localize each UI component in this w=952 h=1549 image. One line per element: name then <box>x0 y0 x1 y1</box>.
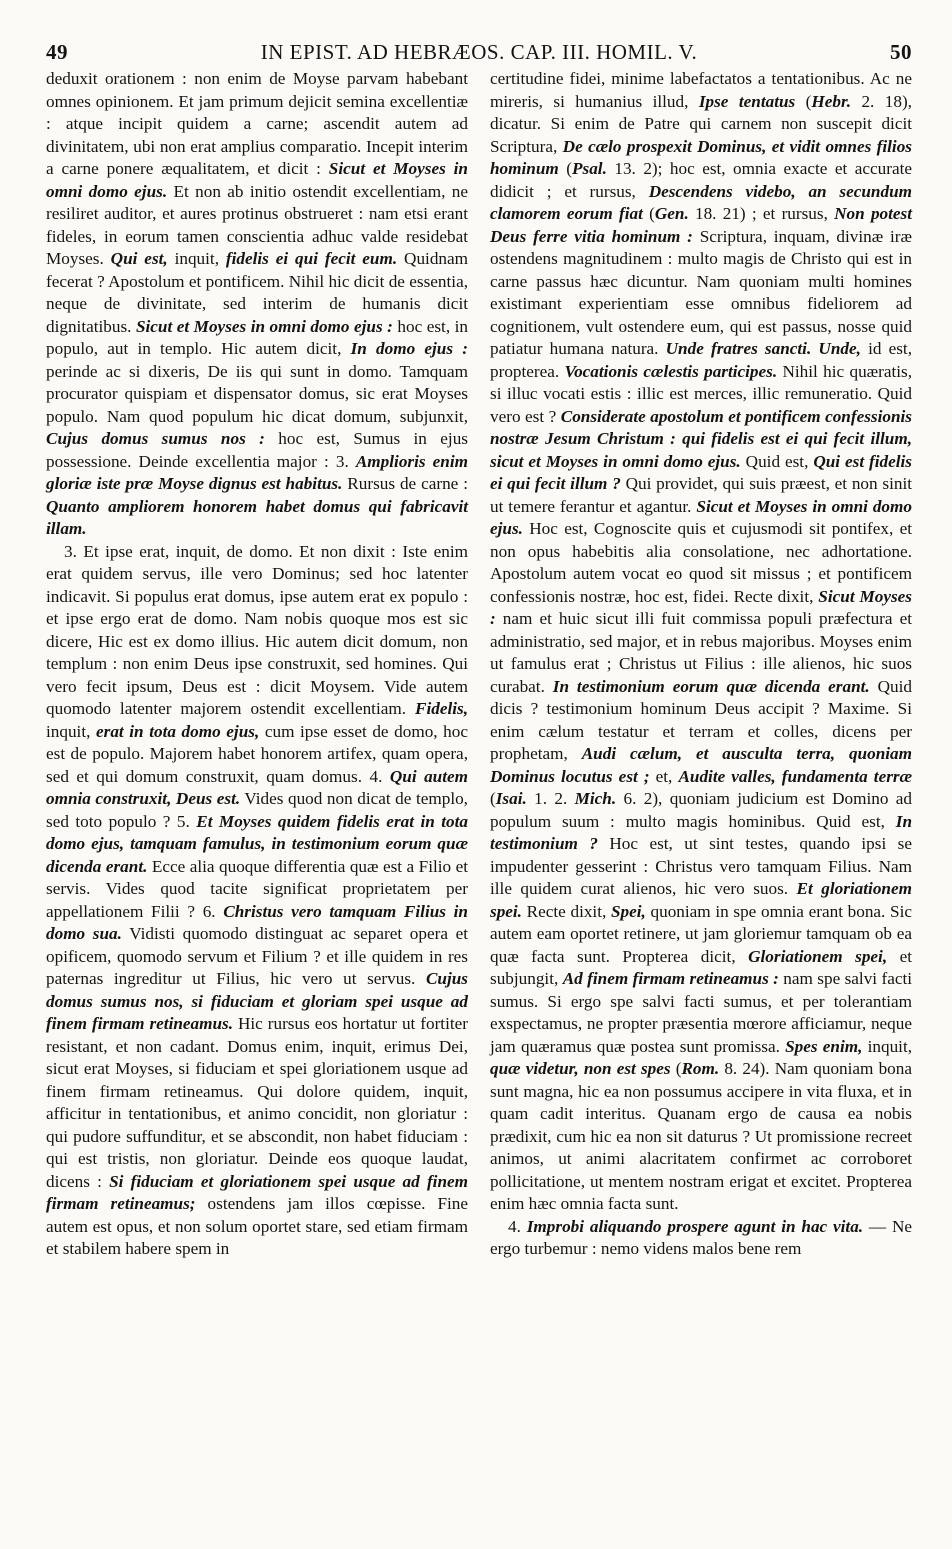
text-run: Quid est, <box>740 451 814 471</box>
text-columns <box>46 68 912 1261</box>
text-run: ( <box>670 1059 682 1078</box>
text-run: hoc est, Sumus in ejus possessione. Deinde excellentia major : 3. <box>46 429 468 471</box>
text-run: — Ne ergo turbemur : nemo videns malos bene rem <box>490 1216 913 1258</box>
italic-quotation: Ad finem firmam retineamus : <box>562 969 779 988</box>
text-run: 8. 24). Nam quoniam bona sunt magna, hic ea non possumus accipere in vita fluxa, et in quam cadit interitus. Quanam ergo de causa ea nobis prædixit, cum hic ea non sit daturus ? Ut promissione recreet animos, ut animi alacritatem confirmet ac corroboret pollicitatione, ut mentem nostram erigat et excitet. Propterea enim hæc omnia facta sunt. <box>490 1059 912 1213</box>
text-run: Recte dixit, <box>521 901 611 921</box>
text-run: 3. Et ipse erat, inquit, de domo. Et non dixit : Iste enim erat quidem servus, ille vero Dominus; sed hoc latenter indicavit. Si populus erat domus, ipse autem erat ex populo : et ipse ergo erat de domo. Nam nobis quoque mos est sic dicere, Hic est ex domo illius. Hic autem dicit domum, non templum : non enim Deus ipse construxit, sed homines. Qui vero fecit ipsum, Deus est : dicit Moysem. Vide autem quomodo latenter majorem ostendit excellentiam. <box>46 541 468 718</box>
paragraph <box>490 1216 912 1261</box>
text-run: 1. 2. <box>526 789 575 808</box>
text-run: Rursus de carne : <box>342 474 468 493</box>
text-run: Ecce alia quoque differentia quæ est a Filio et servis. Vides quod tacite significat proprietatem per appellationem Filii ? 6. <box>46 856 468 921</box>
italic-quotation: Fidelis, <box>415 699 468 718</box>
text-run: ( <box>558 159 573 178</box>
text-run: nam et huic sicut illi fuit commissa populi præfectura et administratio, sed major, et in rebus majoribus. Moyses enim ut famulus erat ; Christus ut Filius : ille alienos, hic suos curabat. <box>490 609 912 696</box>
text-run: 13. 2); hoc est, omnia exacte et accurate didicit ; et rursus, <box>490 159 912 201</box>
text-run: ( <box>795 91 812 111</box>
text-run: inquit, <box>167 249 226 268</box>
italic-quotation: Qui est, <box>110 249 168 268</box>
italic-quotation: Improbi aliquando prospere agunt in hac vita. <box>526 1216 864 1236</box>
italic-quotation: In testimonium ? <box>490 811 912 853</box>
right-column <box>490 68 912 1261</box>
italic-quotation: Psal. <box>572 159 607 178</box>
page-number-right: 50 <box>890 40 912 64</box>
italic-quotation: Quanto ampliorem honorem habet domus qui fabricavit illam. <box>46 496 468 538</box>
text-run: Nihil hic quæratis, si illuc vocati estis : illic est merces, illic remuneratio. Quid vero est ? <box>490 361 913 426</box>
text-run: 6. 2), quoniam judicium est Domino ad populum suum : multo magis hominibus. Quid est, <box>490 789 912 831</box>
text-run: 18. 21) ; et rursus, <box>688 204 835 223</box>
text-run: Vidisti quomodo distinguat ac separet opera et opificem, quomodo servum et Filium ? et ille quidem in res paternas ingreditur ut Filius, hic vero ut servus. <box>46 924 468 988</box>
italic-quotation: Sicut et Moyses in omni domo ejus : <box>135 316 393 336</box>
text-run: Hoc est, Cognoscite quis et cujusmodi sit pontifex, et non opus habebitis alia consolatione, nec adhortatione. Apostolum autem vocat eo quod sit missus ; et pontificem confessionis nostræ, hoc est, fidei. Recte dixit, <box>490 519 912 606</box>
text-run: Vides quod non dicat de templo, sed toto populo ? 5. <box>46 789 468 831</box>
italic-quotation: Gloriationem spei, <box>748 946 888 966</box>
text-run: ( <box>490 789 496 808</box>
italic-quotation: Cujus domus sumus nos : <box>46 429 265 448</box>
italic-quotation: Sicut Moyses : <box>490 586 912 628</box>
italic-quotation: Gen. <box>654 204 689 223</box>
text-run: ( <box>642 204 655 223</box>
italic-quotation: Qui est fidelis ei qui fecit illum ? <box>490 451 912 493</box>
italic-quotation: In domo ejus : <box>350 339 468 358</box>
text-run: Scriptura, inquam, divinæ iræ ostendens magnitudinem : multo magis de Christo qui est in carne passus hæc dicuntur. Nam quoniam multi homines existimant experientiam esse omnibus fideliorem ad cognitionem, vult ostendere eum, qui est passus, nosse quid patiatur humana natura. <box>490 226 912 358</box>
italic-quotation: Rom. <box>681 1059 720 1078</box>
text-run: Hic rursus eos hortatur ut fortiter resistant, et non cadant. Domus enim, inquit, erimus Dei, sicut erat Moyses, si fiduciam et spei gloriationem usque ad finem firmam retineamus. Qui dolore quidem, inquit, afficitur in tentationibus, et animo concidit, non gloriatur : qui pudore suffunditur, et se abscondit, non habet fiduciam : qui est tristis, non gloriatur. Deinde eos quoque laudat, dicens : <box>46 1014 468 1191</box>
italic-quotation: Descendens videbo, an secundum clamorem eorum fiat <box>490 181 913 223</box>
text-run: Qui providet, qui suis præest, et non sinit ut temere ferantur et agantur. <box>490 474 912 516</box>
italic-quotation: Unde fratres sancti. Unde, <box>665 339 861 358</box>
text-run: 2. 18), dicatur. Si enim de Patre qui carnem non suscepit dicit Scriptura, <box>490 91 912 156</box>
italic-quotation: Si fiduciam et gloriationem spei usque ad finem firmam retineamus; <box>46 1171 469 1213</box>
italic-quotation: Qui autem omnia construxit, Deus est. <box>46 766 468 808</box>
italic-quotation: Et gloriationem spei. <box>490 879 912 921</box>
italic-quotation: Audi cælum, et ausculta terra, quoniam Dominus locutus est ; <box>490 744 912 786</box>
italic-quotation: quæ videtur, non est spes <box>490 1059 671 1078</box>
italic-quotation: Sicut et Moyses in omni domo ejus. <box>46 159 468 201</box>
text-run: id est, propterea. <box>490 339 912 381</box>
paragraph <box>490 68 912 1216</box>
italic-quotation: erat in tota domo ejus, <box>96 721 260 741</box>
paragraph <box>46 541 468 1261</box>
italic-quotation: Considerate apostolum et pontificem confessionis nostræ Jesum Christum : qui fidelis est ei qui fecit illum, sicut et Moyses in omni domo ejus. <box>490 406 912 471</box>
text-run: perinde ac si dixeris, De iis qui sunt in domo. Tamquam procurator quispiam et dispensator domus, sic erat Moyses populo. Nam quod populum hic dicat domum, subjunxit, <box>46 361 468 426</box>
italic-quotation: Sicut et Moyses in omni domo ejus. <box>490 496 912 538</box>
text-run: et, <box>649 766 679 786</box>
paragraph <box>46 68 468 541</box>
text-run: deduxit orationem : non enim de Moyse parvam habebant omnes opinionem. Et jam primum dejicit semina excellentiæ : atque incipit quidem a carne; ascendit autem ad divinitatem, ubi non erat amplius comparatio. Incepit interim a carne ponere æqualitatem, et dicit : <box>46 69 468 178</box>
italic-quotation: Ipse tentatus <box>698 91 796 111</box>
text-run: inquit, <box>862 1036 913 1056</box>
running-title: IN EPIST. AD HEBRÆOS. CAP. III. HOMIL. V. <box>260 40 698 64</box>
italic-quotation: Amplioris enim gloriæ iste præ Moyse dignus est habitus. <box>46 451 468 493</box>
text-run: certitudine fidei, minime labefactatos a tentationibus. Ac ne mireris, si humanius illud, <box>490 69 912 111</box>
italic-quotation: Non potest Deus ferre vitia hominum : <box>490 204 912 246</box>
text-run: Quidnam fecerat ? Apostolum et pontificem. Nihil hic dicit de essentia, neque de divinitate, sed interim de humanis dicit dignitatibus. <box>46 249 468 336</box>
italic-quotation: Spei, <box>610 901 646 921</box>
running-header <box>46 34 912 64</box>
text-run: nam spe salvi facti sumus. Si ergo spe salvi facti sumus, et per tolerantiam exspectamus, ne propter præsentia mœrore afficiamur, neque jam quæramus quæ postea sunt promissa. <box>490 969 912 1056</box>
text-run: inquit, <box>46 721 96 741</box>
text-run: quoniam in spe omnia erant bona. Sic autem eam oportet retinere, ut jam gloriemur tamquam ob ea quæ facta sunt. Propterea dicit, <box>490 901 912 966</box>
italic-quotation: De cælo prospexit Dominus, et vidit omnes filios hominum <box>490 136 912 178</box>
italic-quotation: Christus vero tamquam Filius in domo sua. <box>46 901 468 943</box>
italic-quotation: Et Moyses quidem fidelis erat in tota domo ejus, tamquam famulus, in testimonium eorum quæ dicenda erant. <box>46 811 468 876</box>
text-run: ostendens jam illos cœpisse. Fine autem est opus, et non solum oportet stare, sed etiam firmam et stabilem habere spem in <box>46 1194 469 1258</box>
left-column <box>46 68 468 1261</box>
italic-quotation: Vocationis cælestis participes. <box>564 361 778 381</box>
italic-quotation: Spes enim, <box>785 1036 863 1056</box>
text-run: Et non ab initio ostendit excellentiam, ne resiliret auditor, et aures protinus obstrueret : nam etsi erant fideles, in eorum tamen conscientia adhuc valde residebat Moyses. <box>46 181 468 268</box>
italic-quotation: Cujus domus sumus nos, si fiduciam et gloriam spei usque ad finem firmam retineamus. <box>46 969 468 1033</box>
italic-quotation: Isai. <box>495 789 527 808</box>
italic-quotation: Audite valles, fundamenta terræ <box>678 766 912 786</box>
page-number-left: 49 <box>46 40 68 64</box>
italic-quotation: Mich. <box>574 789 617 808</box>
text-run: 4. <box>508 1216 527 1236</box>
text-run: hoc est, in populo, aut in templo. Hic autem dicit, <box>46 316 468 358</box>
italic-quotation: fidelis ei qui fecit eum. <box>225 249 398 268</box>
italic-quotation: Hebr. <box>811 91 852 111</box>
text-run: Quid dicis ? testimonium hominum Deus accipit ? Maxime. Si enim cælum testatur et terram et colles, dicens per prophetam, <box>490 676 913 763</box>
text-run: cum ipse esset de domo, hoc est de populo. Majorem habet honorem artifex, quam opera, sed et qui domum construxit, quam domus. 4. <box>46 721 468 786</box>
text-run: Hoc est, ut sint testes, quando ipsi se impudenter gesserint : Christus vero tamquam Filius. Nam ille quidem curat alienos, hic vero suos. <box>490 834 912 898</box>
italic-quotation: In testimonium eorum quæ dicenda erant. <box>552 676 870 696</box>
text-run: et subjungit, <box>490 946 913 988</box>
